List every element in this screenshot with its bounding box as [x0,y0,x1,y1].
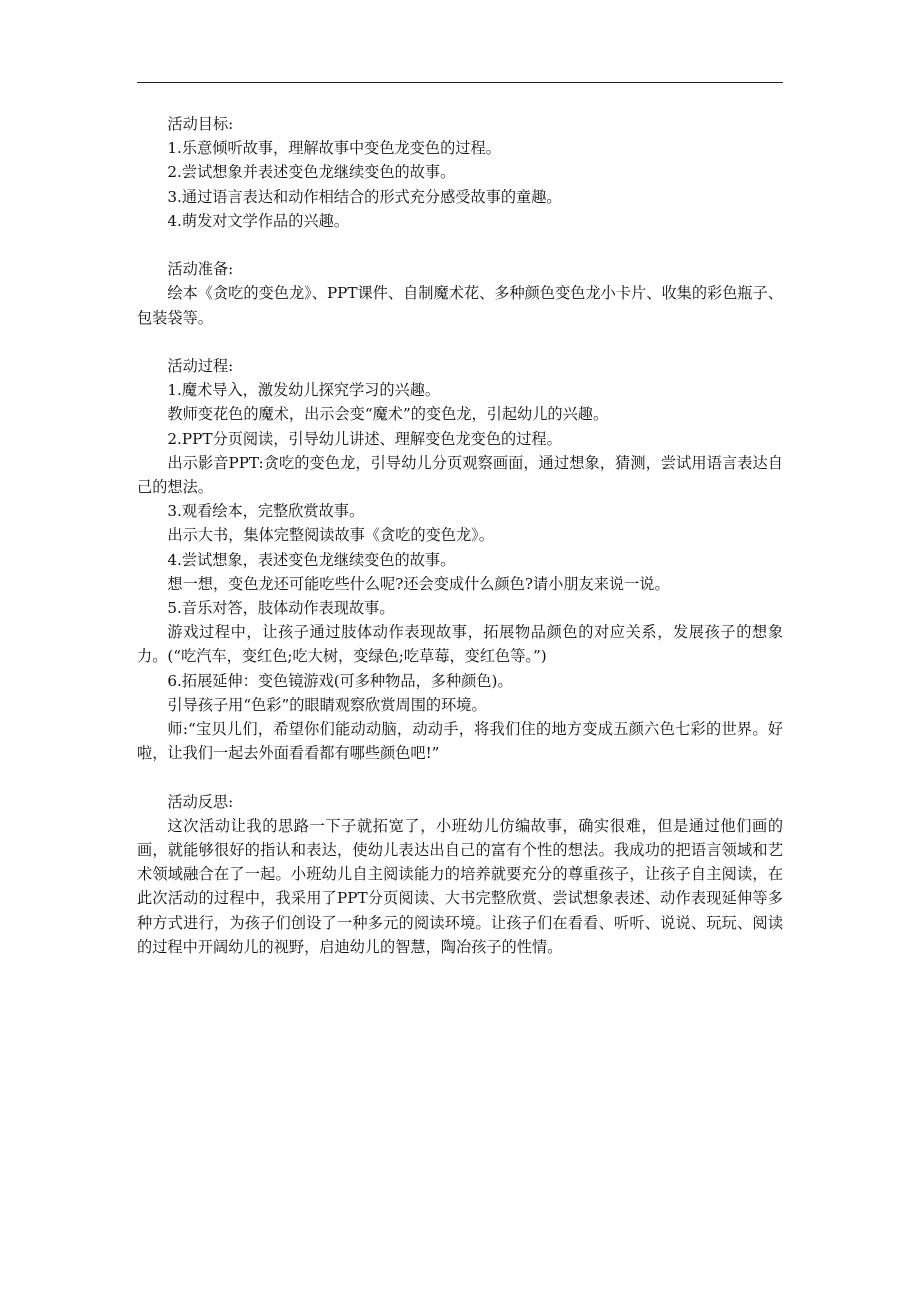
section-reflection [137,790,783,959]
header-rule [137,82,783,83]
paragraph: 引导孩子用“色彩”的眼睛观察欣赏周围的环境。 [167,695,487,714]
paragraph: 想一想，变色龙还可能吃些什么呢?还会变成什么颜色?请小朋友来说一说。 [167,574,670,593]
section-goals [137,112,783,233]
paragraph: 出示大书，集体完整阅读故事《贪吃的变色龙》。 [167,526,494,545]
document-body [137,112,783,959]
paragraph: 师:“宝贝儿们，希望你们能动动脑，动动手，将我们住的地方变成五颜六色七彩的世界。好啦，让我们一起去外面看看都有哪些颜色吧!” [137,720,783,763]
paragraph: 5.音乐对答，肢体动作表现故事。 [167,599,395,618]
paragraph: 3.通过语言表达和动作相结合的形式充分感受故事的童趣。 [167,187,562,206]
paragraph: 4.尝试想象，表述变色龙继续变色的故事。 [167,550,456,569]
section-heading: 活动准备: [167,260,234,279]
section-preparation [137,257,783,330]
section-heading: 活动目标: [167,115,234,133]
paragraph: 2.尝试想象并表述变色龙继续变色的故事。 [167,163,456,182]
paragraph: 6.拓展延伸：变色镜游戏(可多种物品，多种颜色)。 [167,671,513,690]
paragraph: 2.PPT分页阅读，引导幼儿讲述、理解变色龙变色的过程。 [167,429,562,448]
paragraph: 4.萌发对文学作品的兴趣。 [167,211,349,230]
paragraph: 绘本《贪吃的变色龙》、PPT课件、自制魔术花、多种颜色变色龙小卡片、收集的彩色瓶子、包装袋等。 [137,284,783,327]
paragraph: 教师变花色的魔术，出示会变“魔术”的变色龙，引起幼儿的兴趣。 [167,405,609,424]
section-process [137,354,783,765]
section-heading: 活动反思: [167,792,234,811]
paragraph: 1.魔术导入，激发幼儿探究学习的兴趣。 [167,381,441,400]
paragraph: 游戏过程中，让孩子通过肢体动作表现故事，拓展物品颜色的对应关系，发展孩子的想象力。(“吃汽车，变红色;吃大树，变绿色;吃草莓，变红色等。”) [137,623,783,666]
paragraph: 1.乐意倾听故事，理解故事中变色龙变色的过程。 [167,139,501,158]
paragraph: 3.观看绘本，完整欣赏故事。 [167,502,365,521]
paragraph: 出示影音PPT:贪吃的变色龙，引导幼儿分页观察画面，通过想象，猜测，尝试用语言表达自己的想法。 [137,453,783,497]
paragraph: 这次活动让我的思路一下子就拓宽了，小班幼儿仿编故事，确实很难，但是通过他们画的画，就能够很好的指认和表达，使幼儿表达出自己的富有个性的想法。我成功的把语言领域和艺术领域融合在了一起。小班幼儿自主阅读能力的培养就要充分的尊重孩子，让孩子自主阅读，在此次活动的过程中，我采用了PPT分页阅读、大书完整欣赏、尝试想象表述、动作表现延伸等多种方式进行，为孩子们创设了一种多元的阅读环境。让孩子们在看看、听听、说说、玩玩、阅读的过程中开阔幼儿的视野，启迪幼儿的智慧，陶冶孩子的性情。 [137,816,783,956]
section-heading: 活动过程: [167,357,234,375]
